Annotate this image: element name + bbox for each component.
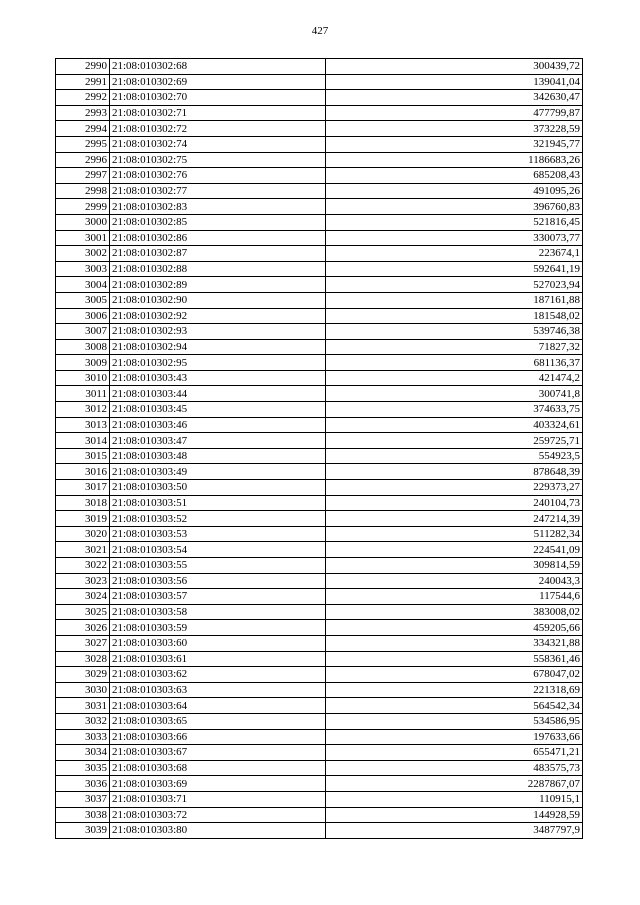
- row-number-cell: 3032: [56, 713, 110, 729]
- table-row: [56, 105, 583, 121]
- cadastral-value-cell: 110915,1: [326, 791, 583, 807]
- cadastral-number-cell: 21:08:010303:46: [110, 417, 326, 433]
- row-number-cell: 3035: [56, 760, 110, 776]
- table-row: [56, 464, 583, 480]
- cadastral-value-cell: 224541,09: [326, 542, 583, 558]
- cadastral-number-cell: 21:08:010302:85: [110, 214, 326, 230]
- cadastral-number-cell: 21:08:010302:72: [110, 121, 326, 137]
- table-row: [56, 433, 583, 449]
- cadastral-number-cell: 21:08:010302:90: [110, 292, 326, 308]
- row-number-cell: 2993: [56, 105, 110, 121]
- cadastral-value-cell: 247214,39: [326, 511, 583, 527]
- table-row: [56, 791, 583, 807]
- cadastral-number-cell: 21:08:010302:76: [110, 168, 326, 184]
- cadastral-number-cell: 21:08:010303:58: [110, 604, 326, 620]
- cadastral-value-cell: 558361,46: [326, 651, 583, 667]
- cadastral-value-cell: 240104,73: [326, 495, 583, 511]
- cadastral-number-cell: 21:08:010303:66: [110, 729, 326, 745]
- table-row: [56, 635, 583, 651]
- row-number-cell: 3015: [56, 448, 110, 464]
- cadastral-value-cell: 144928,59: [326, 807, 583, 823]
- row-number-cell: 2995: [56, 136, 110, 152]
- table-row: [56, 152, 583, 168]
- cadastral-number-cell: 21:08:010302:88: [110, 261, 326, 277]
- cadastral-number-cell: 21:08:010303:55: [110, 558, 326, 574]
- table-row: [56, 136, 583, 152]
- row-number-cell: 3001: [56, 230, 110, 246]
- row-number-cell: 3004: [56, 277, 110, 293]
- row-number-cell: 2991: [56, 74, 110, 90]
- cadastral-value-cell: 330073,77: [326, 230, 583, 246]
- cadastral-value-cell: 139041,04: [326, 74, 583, 90]
- table-row: [56, 760, 583, 776]
- cadastral-number-cell: 21:08:010303:52: [110, 511, 326, 527]
- table-row: [56, 729, 583, 745]
- table-row: [56, 168, 583, 184]
- cadastral-number-cell: 21:08:010302:71: [110, 105, 326, 121]
- row-number-cell: 3021: [56, 542, 110, 558]
- cadastral-number-cell: 21:08:010303:69: [110, 776, 326, 792]
- table-row: [56, 823, 583, 839]
- cadastral-value-cell: 396760,83: [326, 199, 583, 215]
- cadastral-number-cell: 21:08:010302:89: [110, 277, 326, 293]
- cadastral-value-cell: 491095,26: [326, 183, 583, 199]
- cadastral-value-cell: 240043,3: [326, 573, 583, 589]
- cadastral-number-cell: 21:08:010302:83: [110, 199, 326, 215]
- table-row: [56, 90, 583, 106]
- cadastral-number-cell: 21:08:010303:47: [110, 433, 326, 449]
- row-number-cell: 2999: [56, 199, 110, 215]
- cadastral-number-cell: 21:08:010303:53: [110, 526, 326, 542]
- cadastral-value-cell: 334321,88: [326, 635, 583, 651]
- row-number-cell: 3030: [56, 682, 110, 698]
- row-number-cell: 2996: [56, 152, 110, 168]
- table-row: [56, 558, 583, 574]
- table-row: [56, 713, 583, 729]
- cadastral-number-cell: 21:08:010303:49: [110, 464, 326, 480]
- row-number-cell: 3011: [56, 386, 110, 402]
- cadastral-value-cell: 678047,02: [326, 667, 583, 683]
- row-number-cell: 3012: [56, 402, 110, 418]
- row-number-cell: 3039: [56, 823, 110, 839]
- row-number-cell: 3006: [56, 308, 110, 324]
- row-number-cell: 3009: [56, 355, 110, 371]
- table-row: [56, 121, 583, 137]
- cadastral-value-cell: 483575,73: [326, 760, 583, 776]
- table-row: [56, 74, 583, 90]
- cadastral-value-cell: 554923,5: [326, 448, 583, 464]
- cadastral-value-cell: 321945,77: [326, 136, 583, 152]
- row-number-cell: 3023: [56, 573, 110, 589]
- cadastral-number-cell: 21:08:010302:77: [110, 183, 326, 199]
- cadastral-value-cell: 374633,75: [326, 402, 583, 418]
- row-number-cell: 3007: [56, 324, 110, 340]
- row-number-cell: 3022: [56, 558, 110, 574]
- row-number-cell: 3013: [56, 417, 110, 433]
- row-number-cell: 3017: [56, 480, 110, 496]
- cadastral-value-cell: 685208,43: [326, 168, 583, 184]
- cadastral-value-cell: 373228,59: [326, 121, 583, 137]
- table-row: [56, 230, 583, 246]
- table-row: [56, 682, 583, 698]
- table-row: [56, 183, 583, 199]
- table-row: [56, 339, 583, 355]
- table-row: [56, 745, 583, 761]
- table-row: [56, 277, 583, 293]
- table-row: [56, 59, 583, 75]
- cadastral-number-cell: 21:08:010303:57: [110, 589, 326, 605]
- table-row: [56, 308, 583, 324]
- cadastral-value-cell: 71827,32: [326, 339, 583, 355]
- row-number-cell: 3008: [56, 339, 110, 355]
- table-row: [56, 495, 583, 511]
- cadastral-number-cell: 21:08:010303:80: [110, 823, 326, 839]
- cadastral-number-cell: 21:08:010303:50: [110, 480, 326, 496]
- row-number-cell: 3002: [56, 246, 110, 262]
- cadastral-number-cell: 21:08:010303:48: [110, 448, 326, 464]
- table-row: [56, 292, 583, 308]
- row-number-cell: 3038: [56, 807, 110, 823]
- cadastral-number-cell: 21:08:010303:45: [110, 402, 326, 418]
- cadastral-value-cell: 459205,66: [326, 620, 583, 636]
- cadastral-number-cell: 21:08:010303:64: [110, 698, 326, 714]
- cadastral-value-cell: 534586,95: [326, 713, 583, 729]
- table-row: [56, 355, 583, 371]
- cadastral-number-cell: 21:08:010303:44: [110, 386, 326, 402]
- cadastral-number-cell: 21:08:010303:56: [110, 573, 326, 589]
- row-number-cell: 3024: [56, 589, 110, 605]
- row-number-cell: 3018: [56, 495, 110, 511]
- cadastral-number-cell: 21:08:010303:68: [110, 760, 326, 776]
- cadastral-value-cell: 564542,34: [326, 698, 583, 714]
- row-number-cell: 3019: [56, 511, 110, 527]
- cadastral-number-cell: 21:08:010303:61: [110, 651, 326, 667]
- table-row: [56, 604, 583, 620]
- row-number-cell: 3010: [56, 370, 110, 386]
- cadastral-value-cell: 511282,34: [326, 526, 583, 542]
- cadastral-number-cell: 21:08:010303:71: [110, 791, 326, 807]
- table-row: [56, 386, 583, 402]
- cadastral-value-cell: 3487797,9: [326, 823, 583, 839]
- cadastral-number-cell: 21:08:010303:59: [110, 620, 326, 636]
- cadastral-value-table: [55, 58, 583, 839]
- row-number-cell: 3014: [56, 433, 110, 449]
- cadastral-value-cell: 300439,72: [326, 59, 583, 75]
- row-number-cell: 2998: [56, 183, 110, 199]
- cadastral-value-cell: 223674,1: [326, 246, 583, 262]
- row-number-cell: 3027: [56, 635, 110, 651]
- cadastral-value-cell: 309814,59: [326, 558, 583, 574]
- cadastral-value-cell: 403324,61: [326, 417, 583, 433]
- row-number-cell: 2992: [56, 90, 110, 106]
- row-number-cell: 3033: [56, 729, 110, 745]
- table-row: [56, 480, 583, 496]
- cadastral-number-cell: 21:08:010302:93: [110, 324, 326, 340]
- table-row: [56, 448, 583, 464]
- table-row: [56, 324, 583, 340]
- cadastral-value-cell: 383008,02: [326, 604, 583, 620]
- table-row: [56, 511, 583, 527]
- cadastral-value-cell: 521816,45: [326, 214, 583, 230]
- cadastral-value-cell: 221318,69: [326, 682, 583, 698]
- cadastral-value-cell: 539746,38: [326, 324, 583, 340]
- cadastral-number-cell: 21:08:010302:74: [110, 136, 326, 152]
- cadastral-value-cell: 181548,02: [326, 308, 583, 324]
- row-number-cell: 3016: [56, 464, 110, 480]
- cadastral-value-cell: 259725,71: [326, 433, 583, 449]
- cadastral-value-cell: 681136,37: [326, 355, 583, 371]
- cadastral-number-cell: 21:08:010302:70: [110, 90, 326, 106]
- row-number-cell: 2994: [56, 121, 110, 137]
- row-number-cell: 3005: [56, 292, 110, 308]
- cadastral-number-cell: 21:08:010302:92: [110, 308, 326, 324]
- cadastral-number-cell: 21:08:010302:75: [110, 152, 326, 168]
- row-number-cell: 3020: [56, 526, 110, 542]
- cadastral-number-cell: 21:08:010302:95: [110, 355, 326, 371]
- cadastral-value-cell: 592641,19: [326, 261, 583, 277]
- cadastral-number-cell: 21:08:010303:62: [110, 667, 326, 683]
- table-row: [56, 199, 583, 215]
- cadastral-number-cell: 21:08:010303:43: [110, 370, 326, 386]
- cadastral-number-cell: 21:08:010303:67: [110, 745, 326, 761]
- table-row: [56, 526, 583, 542]
- row-number-cell: 3037: [56, 791, 110, 807]
- table-row: [56, 214, 583, 230]
- cadastral-value-cell: 1186683,26: [326, 152, 583, 168]
- cadastral-number-cell: 21:08:010302:94: [110, 339, 326, 355]
- row-number-cell: 2990: [56, 59, 110, 75]
- row-number-cell: 3026: [56, 620, 110, 636]
- row-number-cell: 3031: [56, 698, 110, 714]
- cadastral-number-cell: 21:08:010302:86: [110, 230, 326, 246]
- cadastral-value-cell: 421474,2: [326, 370, 583, 386]
- cadastral-number-cell: 21:08:010302:68: [110, 59, 326, 75]
- row-number-cell: 3036: [56, 776, 110, 792]
- row-number-cell: 3028: [56, 651, 110, 667]
- cadastral-number-cell: 21:08:010303:63: [110, 682, 326, 698]
- table-row: [56, 776, 583, 792]
- cadastral-number-cell: 21:08:010303:65: [110, 713, 326, 729]
- table-row: [56, 370, 583, 386]
- table-row: [56, 620, 583, 636]
- cadastral-value-cell: 229373,27: [326, 480, 583, 496]
- table-row: [56, 261, 583, 277]
- row-number-cell: 3000: [56, 214, 110, 230]
- cadastral-value-cell: 477799,87: [326, 105, 583, 121]
- cadastral-value-cell: 527023,94: [326, 277, 583, 293]
- cadastral-value-cell: 300741,8: [326, 386, 583, 402]
- table-row: [56, 573, 583, 589]
- table-row: [56, 807, 583, 823]
- table-body: [56, 59, 583, 839]
- cadastral-number-cell: 21:08:010302:69: [110, 74, 326, 90]
- cadastral-number-cell: 21:08:010303:51: [110, 495, 326, 511]
- cadastral-number-cell: 21:08:010303:60: [110, 635, 326, 651]
- table-row: [56, 589, 583, 605]
- cadastral-value-cell: 117544,6: [326, 589, 583, 605]
- cadastral-value-cell: 187161,88: [326, 292, 583, 308]
- table-row: [56, 667, 583, 683]
- table-row: [56, 402, 583, 418]
- cadastral-value-cell: 342630,47: [326, 90, 583, 106]
- table-row: [56, 542, 583, 558]
- table-row: [56, 417, 583, 433]
- cadastral-number-cell: 21:08:010303:54: [110, 542, 326, 558]
- row-number-cell: 3025: [56, 604, 110, 620]
- cadastral-value-cell: 2287867,07: [326, 776, 583, 792]
- cadastral-value-cell: 878648,39: [326, 464, 583, 480]
- row-number-cell: 3034: [56, 745, 110, 761]
- cadastral-value-cell: 655471,21: [326, 745, 583, 761]
- row-number-cell: 3003: [56, 261, 110, 277]
- table-row: [56, 698, 583, 714]
- cadastral-number-cell: 21:08:010302:87: [110, 246, 326, 262]
- cadastral-value-cell: 197633,66: [326, 729, 583, 745]
- page-number: 427: [311, 25, 329, 37]
- cadastral-number-cell: 21:08:010303:72: [110, 807, 326, 823]
- row-number-cell: 2997: [56, 168, 110, 184]
- table-row: [56, 246, 583, 262]
- row-number-cell: 3029: [56, 667, 110, 683]
- table-row: [56, 651, 583, 667]
